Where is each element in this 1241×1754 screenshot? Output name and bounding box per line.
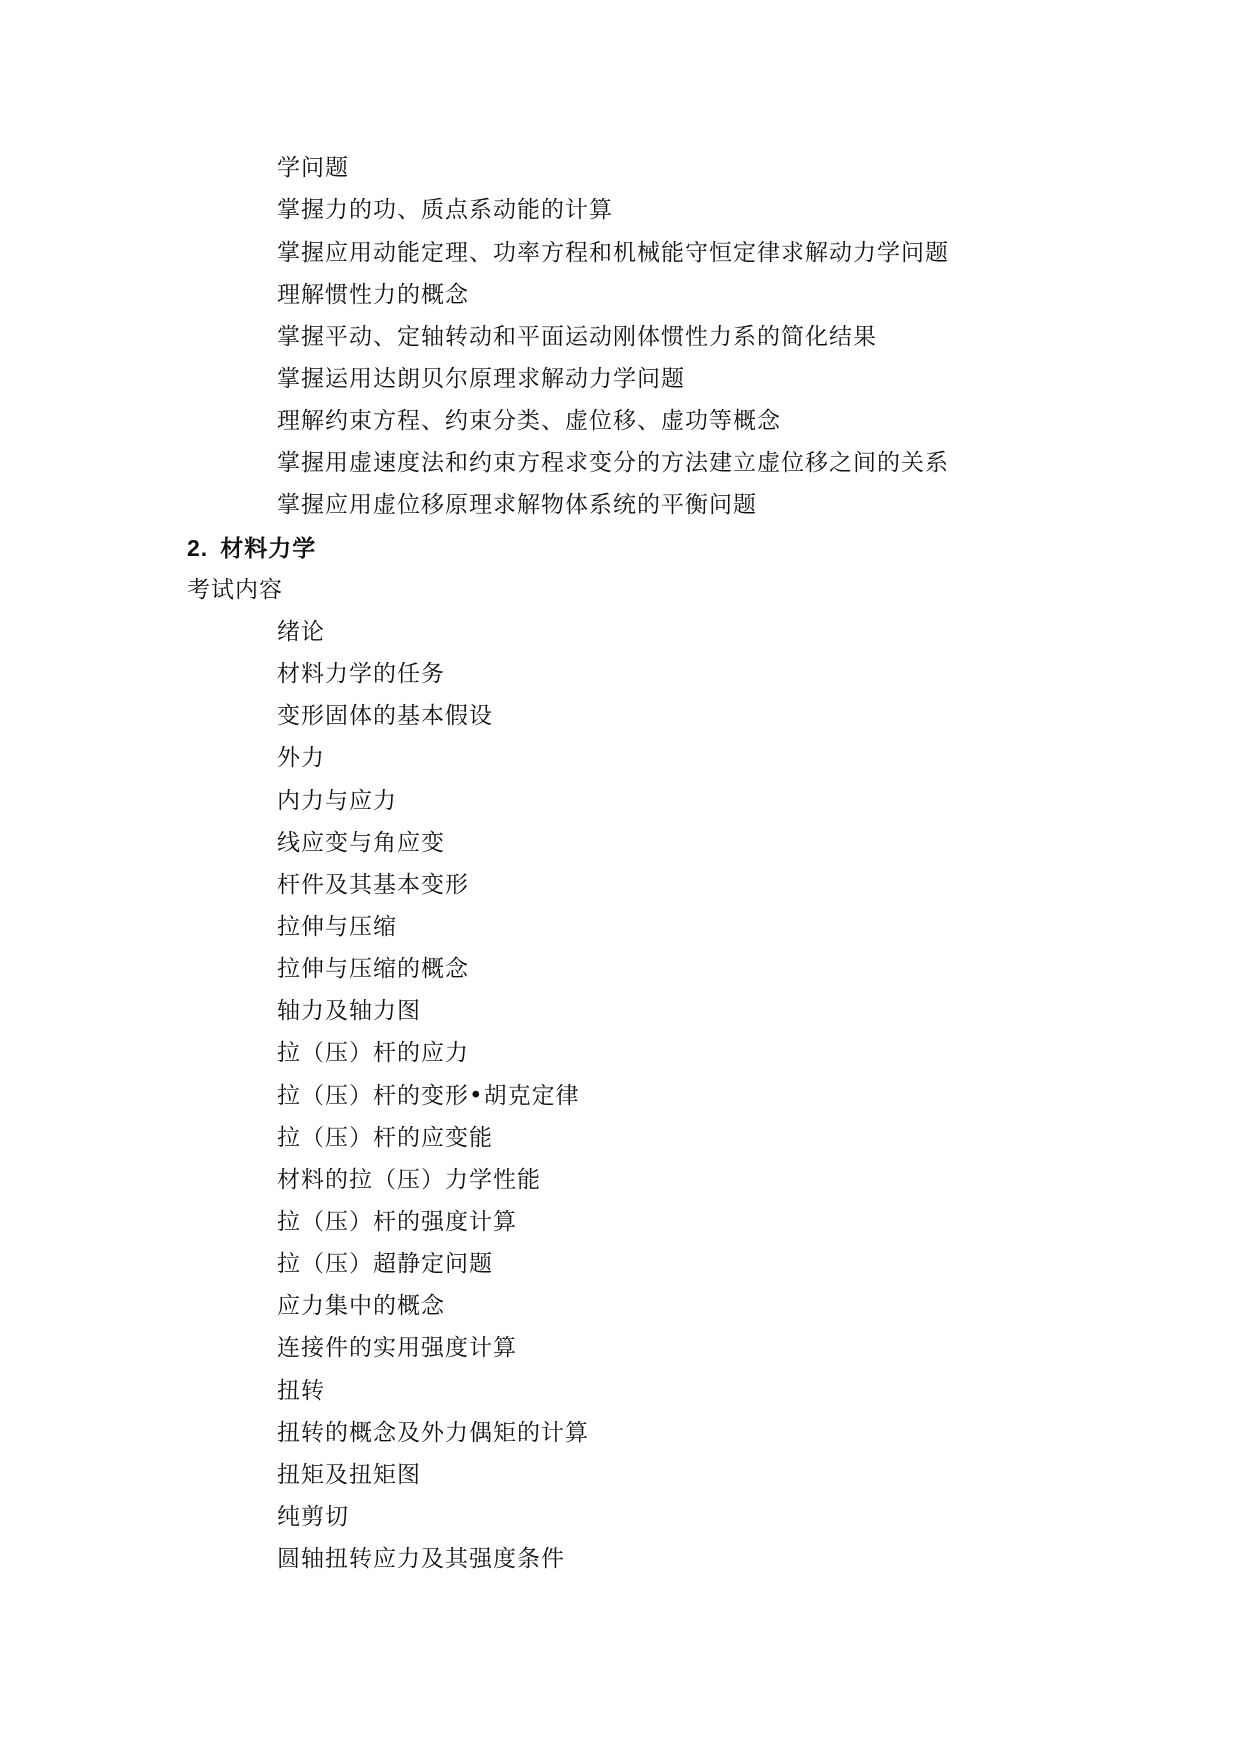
- list-item: 掌握运用达朗贝尔原理求解动力学问题: [277, 366, 685, 392]
- list-item: 扭矩及扭矩图: [277, 1462, 421, 1488]
- section-number: 2.: [187, 535, 209, 561]
- list-item: 线应变与角应变: [277, 830, 445, 856]
- list-item: 理解惯性力的概念: [277, 282, 469, 308]
- list-item: 扭转: [277, 1378, 325, 1404]
- list-item: 拉（压）杆的应变能: [277, 1125, 493, 1151]
- list-item: 扭转的概念及外力偶矩的计算: [277, 1420, 589, 1446]
- section-subtitle: 考试内容: [187, 577, 283, 603]
- list-item: 应力集中的概念: [277, 1293, 445, 1319]
- list-item: 掌握用虚速度法和约束方程求变分的方法建立虚位移之间的关系: [277, 450, 949, 476]
- section-title: 材料力学: [220, 536, 317, 562]
- list-item: 拉（压）杆的应力: [277, 1040, 469, 1066]
- list-item: 拉（压）超静定问题: [277, 1251, 493, 1277]
- list-item: 纯剪切: [277, 1504, 349, 1530]
- list-item: 拉伸与压缩的概念: [277, 956, 469, 982]
- list-item: 学问题: [277, 155, 349, 181]
- list-item: 拉伸与压缩: [277, 914, 397, 940]
- list-item: 材料的拉（压）力学性能: [277, 1167, 541, 1193]
- list-item: 外力: [277, 745, 325, 771]
- list-item: 掌握应用虚位移原理求解物体系统的平衡问题: [277, 492, 757, 518]
- list-item: 掌握应用动能定理、功率方程和机械能守恒定律求解动力学问题: [277, 240, 949, 266]
- list-item: 杆件及其基本变形: [277, 872, 469, 898]
- list-item: 圆轴扭转应力及其强度条件: [277, 1546, 565, 1572]
- list-item: 拉（压）杆的强度计算: [277, 1209, 517, 1235]
- list-item: 绪论: [277, 619, 325, 645]
- list-item: 连接件的实用强度计算: [277, 1335, 517, 1361]
- list-item: 理解约束方程、约束分类、虚位移、虚功等概念: [277, 408, 781, 434]
- list-item: 变形固体的基本假设: [277, 703, 493, 729]
- list-item: 掌握平动、定轴转动和平面运动刚体惯性力系的简化结果: [277, 324, 877, 350]
- list-item: 掌握力的功、质点系动能的计算: [277, 197, 613, 223]
- list-item: 轴力及轴力图: [277, 998, 421, 1024]
- list-item: 材料力学的任务: [277, 661, 445, 687]
- list-item: 拉（压）杆的变形•胡克定律: [277, 1083, 580, 1109]
- section-heading: [187, 533, 316, 564]
- list-item: 内力与应力: [277, 788, 397, 814]
